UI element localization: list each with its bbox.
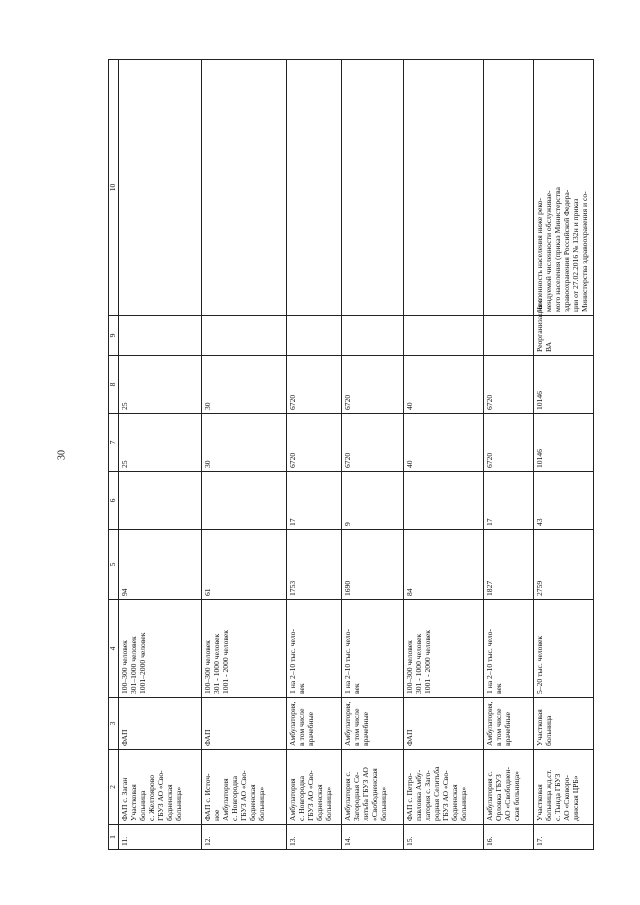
col6-cell: 17 (483, 472, 533, 530)
table-body (118, 60, 593, 850)
facility-type-cell (118, 698, 201, 750)
col7-cell: 6720 (286, 414, 341, 472)
facility-type-cell-line: ФАП (119, 729, 129, 746)
facility-name-cell (201, 750, 286, 825)
facility-type-cell-line: в том числе (296, 708, 306, 746)
col9-cell (403, 316, 483, 356)
facility-type-cell-line: врачебные (502, 711, 512, 746)
facility-type-cell (341, 698, 403, 750)
note-cell-line: мого населения (приказ Министерства (552, 187, 562, 312)
note-cell (118, 60, 201, 316)
facility-name-cell-line: Участковая (534, 784, 544, 821)
facility-type-cell-line: ФАП (202, 729, 212, 746)
facility-name-cell-line: ФАП с. Источ- (202, 773, 212, 821)
population-norm-cell (118, 600, 201, 698)
facility-name-cell-line: с. Новгородка (229, 776, 239, 821)
facility-type-cell (201, 698, 286, 750)
row-number: 13. (286, 825, 341, 850)
facility-name-cell-line: ное (211, 809, 221, 821)
population-norm-cell-line: 1 на 2–10 тыс. чело- (342, 628, 352, 694)
population-norm-cell-line: век (493, 683, 503, 694)
facility-type-cell-line: Амбулатория, (287, 701, 297, 746)
col7-cell: 6720 (483, 414, 533, 472)
col5-cell: 61 (201, 530, 286, 600)
facility-name-cell-line: Амбулатория (287, 778, 297, 821)
col8-cell: 10146 (533, 356, 593, 414)
facility-name-cell (286, 750, 341, 825)
page-number: 30 (56, 450, 68, 460)
facility-name-cell-line: ГБУЗ АО «Сво- (238, 770, 248, 821)
facility-type-cell-line: больница (543, 715, 553, 746)
facility-type-cell (483, 698, 533, 750)
row-number: 15. (403, 825, 483, 850)
population-norm-cell-line: 1 на 2–10 тыс. чело- (484, 628, 494, 694)
facility-name-cell-line: ФАП с. Заган (119, 777, 129, 821)
population-norm-cell-line: 100–300 человек (202, 640, 212, 694)
facility-type-cell-line: Участковая (534, 709, 544, 746)
facility-type-cell (403, 698, 483, 750)
facility-type-cell-line: ФАП (404, 729, 414, 746)
table-row (118, 60, 201, 850)
col5-cell: 84 (403, 530, 483, 600)
col7-cell: 10146 (533, 414, 593, 472)
col8-cell: 30 (201, 356, 286, 414)
facility-name-cell-line: больница» (458, 786, 468, 821)
col9-cell (118, 316, 201, 356)
facility-type-cell-line: Амбулатория, (484, 701, 494, 746)
population-norm-cell-line: век (351, 683, 361, 694)
note-cell-line: здравоохранения Российской Федера- (561, 189, 571, 312)
note-cell (483, 60, 533, 316)
population-norm-cell-line: 1001 - 2000 человек (422, 630, 432, 694)
population-norm-cell-line: 1 на 2–10 тыс. чело- (287, 628, 297, 694)
col9-cell (341, 316, 403, 356)
column-number-10: 10 (109, 60, 119, 316)
facility-name-cell-line: бодненская (449, 784, 459, 821)
facility-name-cell-line: бодненская (314, 784, 324, 821)
facility-name-cell-line: родная Селитьба (431, 766, 441, 821)
population-norm-cell-line: 100–300 человек (404, 640, 414, 694)
facility-name-cell-line: Амбулатория (220, 778, 230, 821)
col7-cell: 6720 (341, 414, 403, 472)
population-norm-cell (403, 600, 483, 698)
note-cell-line: ции от 27.02.2016 № 132н и приказ (570, 198, 580, 312)
note-cell-line: мендуемой численности обслуживае- (543, 190, 553, 312)
facility-name-cell-line: Амбулатория с. (342, 771, 352, 821)
facility-name-cell-line: «Свободненская (369, 768, 379, 821)
note-cell-line: Министерства здравоохранения и со- (579, 191, 589, 312)
col9-cell (201, 316, 286, 356)
facilities-table (108, 59, 594, 850)
table-row (286, 60, 341, 850)
col5-cell: 94 (118, 530, 201, 600)
population-norm-cell (483, 600, 533, 698)
population-norm-cell-line: 1001–2000 человек (137, 632, 147, 694)
population-norm-cell (533, 600, 593, 698)
table-row (403, 60, 483, 850)
facility-name-cell-line: больница (137, 790, 147, 821)
rotated-table-container (108, 60, 589, 850)
population-norm-cell-line: век (296, 683, 306, 694)
facility-name-cell (533, 750, 593, 825)
col8-cell: 40 (403, 356, 483, 414)
facility-name-cell-line: литьба ГБУЗ АО (360, 767, 370, 821)
facility-name-cell-line: с. Желтоярово (146, 774, 156, 821)
population-norm-cell-line: 301–1000 человек (128, 636, 138, 694)
row-number: 11. (118, 825, 201, 850)
facility-type-cell (533, 698, 593, 750)
col5-cell: 1690 (341, 530, 403, 600)
facility-name-cell-line: АО «Сковоро- (561, 775, 571, 821)
facility-name-cell-line: с. Новгородка (296, 776, 306, 821)
facility-name-cell-line: ГБУЗ АО «Сво- (440, 770, 450, 821)
column-number-1: 1 (109, 825, 119, 850)
facility-name-cell-line: ФАП с. Петро- (404, 773, 414, 821)
facility-type-cell (286, 698, 341, 750)
facility-name-cell (403, 750, 483, 825)
column-number-2: 2 (109, 750, 119, 825)
column-number-4: 4 (109, 600, 119, 698)
col8-cell: 6720 (483, 356, 533, 414)
population-norm-cell-line: 301 - 1000 человек (413, 633, 423, 694)
facility-name-cell-line: ГБУЗ АО «Сво- (155, 770, 165, 821)
population-norm-cell (286, 600, 341, 698)
row-number: 17. (533, 825, 593, 850)
facility-name-cell-line: Орловка ГБУЗ (493, 774, 503, 821)
col9-cell (286, 316, 341, 356)
row-number: 12. (201, 825, 286, 850)
note-cell (403, 60, 483, 316)
col6-cell: 9 (341, 472, 403, 530)
facility-type-cell-line: врачебные (305, 711, 315, 746)
facility-name-cell-line: с. Тында ГБУЗ (552, 773, 562, 821)
facility-name-cell (118, 750, 201, 825)
facility-type-cell-line: в том числе (351, 708, 361, 746)
note-cell-line: Численность населения ниже реко- (534, 198, 544, 312)
facility-type-cell-line: врачебные (360, 711, 370, 746)
col8-cell: 25 (118, 356, 201, 414)
facility-name-cell-line: больница» (378, 786, 388, 821)
facility-name-cell-line: ская больница» (511, 771, 521, 821)
population-norm-cell (341, 600, 403, 698)
population-norm-cell-line: 301 - 1000 человек (211, 633, 221, 694)
col9-cell-line: Реорганизация в (534, 298, 544, 352)
facility-name-cell-line: динская ЦРБ» (570, 775, 580, 821)
table-row (341, 60, 403, 850)
facility-name-cell-line: больница» (256, 786, 266, 821)
column-number-7: 7 (109, 414, 119, 472)
column-number-6: 6 (109, 472, 119, 530)
column-number-8: 8 (109, 356, 119, 414)
col7-cell: 40 (403, 414, 483, 472)
col9-cell (483, 316, 533, 356)
note-cell (341, 60, 403, 316)
facility-name-cell-line: Участковая (128, 784, 138, 821)
column-number-row (109, 60, 119, 850)
col6-cell (403, 472, 483, 530)
col6-cell (118, 472, 201, 530)
note-cell (286, 60, 341, 316)
facility-name-cell-line: ГБУЗ АО «Сво- (305, 770, 315, 821)
population-norm-cell-line: 100–300 человек (119, 640, 129, 694)
population-norm-cell-line: 1001 - 2000 человек (220, 630, 230, 694)
col9-cell (533, 298, 593, 356)
table-row (533, 60, 593, 850)
col6-cell: 43 (533, 472, 593, 530)
col5-cell: 1753 (286, 530, 341, 600)
column-number-9: 9 (109, 316, 119, 356)
facility-name-cell-line: больница жд.ст. (543, 769, 553, 821)
facility-name-cell-line: латория с. Заго- (422, 770, 432, 821)
facility-name-cell-line: Амбулатория с. (484, 771, 494, 821)
facility-name-cell-line: больница» (173, 786, 183, 821)
col5-cell: 1827 (483, 530, 533, 600)
note-cell (533, 60, 593, 316)
facility-name-cell-line: больница» (323, 786, 333, 821)
row-number: 16. (483, 825, 533, 850)
facility-name-cell-line: бодненская (164, 784, 174, 821)
col7-cell: 30 (201, 414, 286, 472)
facility-name-cell-line: бодненская (247, 784, 257, 821)
col6-cell (201, 472, 286, 530)
facility-name-cell-line: АО «Свободнен- (502, 766, 512, 821)
population-norm-cell (201, 600, 286, 698)
facility-name-cell-line: павловка Амбу- (413, 769, 423, 821)
col8-cell: 6720 (341, 356, 403, 414)
facility-type-cell-line: Амбулатория, (342, 701, 352, 746)
column-number-3: 3 (109, 698, 119, 750)
col5-cell: 2759 (533, 530, 593, 600)
population-norm-cell-line: 5–20 тыс. человек (534, 635, 544, 694)
row-number: 14. (341, 825, 403, 850)
note-cell (201, 60, 286, 316)
col9-cell-line: ВА (543, 341, 553, 352)
col7-cell: 25 (118, 414, 201, 472)
column-number-5: 5 (109, 530, 119, 600)
facility-name-cell (341, 750, 403, 825)
table-row (483, 60, 533, 850)
table-row (201, 60, 286, 850)
col8-cell: 6720 (286, 356, 341, 414)
col6-cell: 17 (286, 472, 341, 530)
facility-name-cell (483, 750, 533, 825)
facility-type-cell-line: в том числе (493, 708, 503, 746)
facility-name-cell-line: Загородная Се- (351, 771, 361, 821)
